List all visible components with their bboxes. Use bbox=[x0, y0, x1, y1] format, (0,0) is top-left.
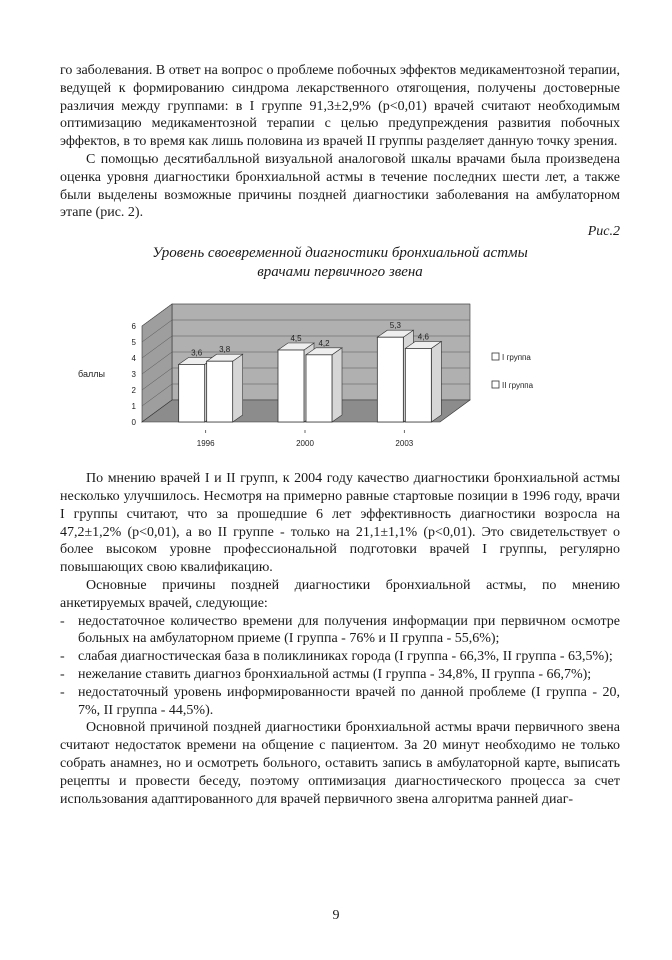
bar bbox=[377, 337, 403, 422]
list-item-text: недостаточное количество времени для получения информации при первичном осмотре больных на амбулаторном приеме (I группа - 76% и II группа - 55,6%); bbox=[78, 613, 620, 647]
page-number: 9 bbox=[332, 908, 340, 923]
paragraph-reasons-intro: Основные причины поздней диагностики бронхиальной астмы, по мнению анкетируемых врачей, следующие: bbox=[60, 577, 620, 611]
list-item-text: нежелание ставить диагноз бронхиальной астмы (I группа - 34,8%, II группа - 66,7%); bbox=[78, 666, 592, 682]
bar-value-label: 4,2 bbox=[318, 338, 330, 348]
bar-value-label: 3,8 bbox=[219, 345, 231, 355]
y-tick-label: 2 bbox=[131, 386, 136, 396]
bar bbox=[207, 361, 233, 422]
paragraph-results: По мнению врачей I и II групп, к 2004 году качество диагностики бронхиальной астмы несколько улучшилось. Несмотря на примерно равные стартовые позиции в 1996 году, врачи I группы считают, что за прошедшие 6 лет эффективность диагностики возросла на 47,2±1,2% (p<0,01), а во II группе - только на 21,1±1,1% (p<0,01). Это свидетельствует о более высоком уровне профессиональной подготовки врачей I группы, регулярно повышающих свою квалификацию. bbox=[60, 471, 620, 576]
legend-swatch bbox=[492, 353, 499, 360]
list-item bbox=[60, 684, 620, 720]
chart-title-line-1: Уровень своевременной диагностики бронхиальной астмы bbox=[152, 245, 528, 262]
x-tick-label: 2003 bbox=[395, 439, 414, 449]
y-tick-label: 5 bbox=[131, 338, 136, 348]
y-tick-label: 6 bbox=[131, 322, 136, 332]
list-item-text: недостаточный уровень информированности врачей по данной проблеме (I группа - 20, 7%, II группа - 44,5%). bbox=[78, 684, 620, 718]
x-tick-label: 2000 bbox=[296, 439, 314, 449]
bar bbox=[306, 355, 332, 422]
list-item-text: слабая диагностическая база в поликлиниках города (I группа - 66,3%, II группа - 63,5%); bbox=[78, 649, 613, 665]
bar-side bbox=[332, 348, 342, 422]
chart-title bbox=[60, 244, 620, 282]
list-item bbox=[60, 666, 620, 684]
paragraph-continuation: го заболевания. В ответ на вопрос о проблеме побочных эффектов медикаментозной терапии, ведущей к формированию синдрома лекарственного отягощения, получены достоверные различия между группами: в I группе 91,3±2,9% (p<0,01) врачей считают необходимым оптимизацию медикаментозной терапии с целью предупреждения развития побочных эффектов, в то время как лишь половина из врачей II группы разделяет данную точку зрения. bbox=[60, 63, 620, 150]
y-tick-label: 4 bbox=[131, 354, 136, 364]
chart-svg bbox=[60, 288, 620, 458]
chart-title-line-2: врачами первичного звена bbox=[257, 264, 423, 281]
bar bbox=[405, 349, 431, 423]
bar bbox=[278, 350, 304, 422]
legend-swatch bbox=[492, 381, 499, 388]
list-item bbox=[60, 648, 620, 666]
bar-value-label: 4,5 bbox=[290, 334, 302, 344]
bar-value-label: 4,6 bbox=[417, 332, 429, 342]
bar-side bbox=[431, 342, 441, 423]
page-content bbox=[60, 62, 620, 808]
bar-value-label: 5,3 bbox=[389, 321, 401, 331]
paragraph-conclusion: Основной причиной поздней диагностики бронхиальной астмы врачи первичного звена считают недостаток времени на общение с пациентом. За 20 минут необходимо не только собрать анамнез, но и осмотреть больного, оставить запись в амбулаторной карте, выписать рецепты и провести беседу, поэтому оптимизация диагностического процесса за счет использования адаптированного для врачей первичного звена алгоритма ранней диаг- bbox=[60, 720, 620, 807]
y-tick-label: 1 bbox=[131, 402, 136, 412]
reasons-list bbox=[60, 613, 620, 720]
y-axis-label: баллы bbox=[78, 369, 105, 380]
paragraph-assessment-intro: С помощью десятибалльной визуальной аналоговой шкалы врачами была произведена оценка уровня диагностики бронхиальной астмы в течение последних шести лет, а также были выделены возможные причины поздней диагностики заболевания на амбулаторном этапе (рис. 2). bbox=[60, 151, 620, 221]
list-item bbox=[60, 613, 620, 649]
legend-label: II группа bbox=[502, 381, 534, 391]
bar-value-label: 3,6 bbox=[191, 348, 203, 358]
y-tick-label: 3 bbox=[131, 370, 136, 380]
list-dash: - bbox=[60, 649, 65, 665]
bar bbox=[179, 365, 205, 423]
bar-side bbox=[233, 354, 243, 422]
list-dash: - bbox=[60, 684, 65, 700]
legend-label: I группа bbox=[502, 353, 531, 363]
y-tick-label: 0 bbox=[131, 418, 136, 428]
list-dash: - bbox=[60, 613, 65, 629]
list-dash: - bbox=[60, 666, 65, 682]
bar-chart bbox=[60, 288, 620, 458]
x-tick-label: 1996 bbox=[196, 439, 215, 449]
figure-reference: Рис.2 bbox=[587, 224, 620, 240]
